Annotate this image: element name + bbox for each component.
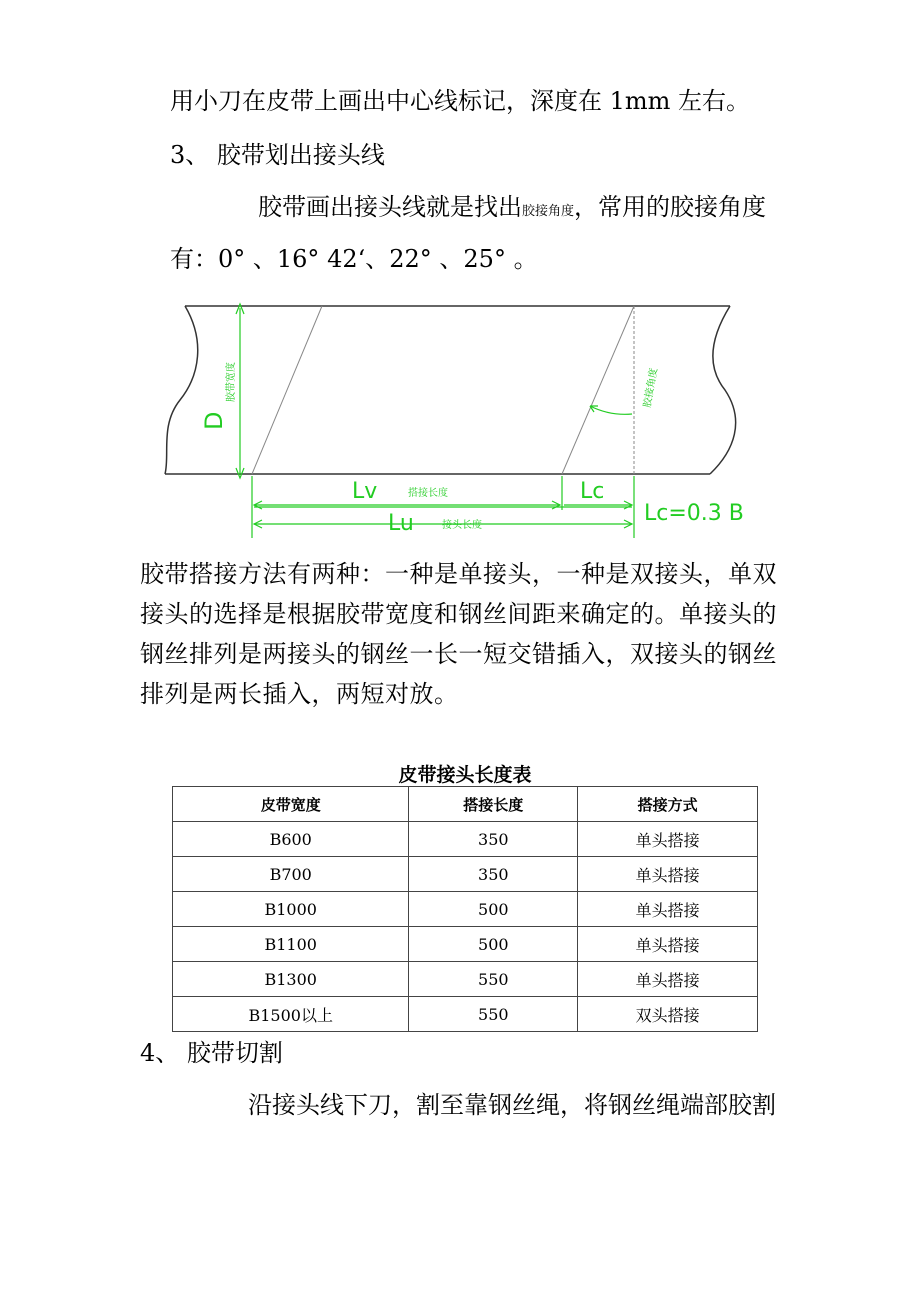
cell-method: 单头搭接 [578, 962, 758, 997]
belt-right-break [710, 306, 736, 474]
cell-width: B1000 [173, 892, 409, 927]
header-lap-length: 搭接长度 [409, 787, 578, 822]
cell-method: 单头搭接 [578, 927, 758, 962]
cell-method: 单头搭接 [578, 892, 758, 927]
label-lv-note: 搭接长度 [408, 488, 448, 499]
joint-diagram [0, 290, 920, 540]
table-row [173, 997, 758, 1032]
label-lu: Lu [388, 511, 414, 536]
section-4-text: 沿接头线下刀，割至靠钢丝绳，将钢丝绳端部胶割 [248, 1091, 776, 1119]
cell-length: 350 [409, 822, 578, 857]
table-row [173, 927, 758, 962]
table-caption: 皮带接头长度表 [398, 764, 532, 786]
cell-width: B700 [173, 857, 409, 892]
table-header-row [173, 787, 758, 822]
label-angle: 胶接角度 [642, 367, 660, 409]
label-d-note: 胶带宽度 [226, 362, 237, 402]
paragraph-line: 接头的选择是根据胶带宽度和钢丝间距来确定的。单接头的 [140, 600, 777, 628]
cell-method: 双头搭接 [578, 997, 758, 1032]
cell-length: 550 [409, 962, 578, 997]
cell-width: B1100 [173, 927, 409, 962]
cell-width: B600 [173, 822, 409, 857]
belt-left-break [165, 306, 198, 474]
table-row [173, 857, 758, 892]
formula-lc: Lc=0.3 B [644, 501, 744, 526]
header-lap-method: 搭接方式 [578, 787, 758, 822]
cell-method: 单头搭接 [578, 822, 758, 857]
cell-length: 550 [409, 997, 578, 1032]
cell-width: B1500以上 [173, 997, 409, 1032]
angle-arc [590, 406, 632, 414]
text-line-3b: ，常用的胶接角度 [574, 193, 767, 221]
table-row [173, 892, 758, 927]
cell-width: B1300 [173, 962, 409, 997]
label-d: D [200, 411, 228, 430]
label-lu-note: 接头长度 [442, 520, 482, 531]
table-row [173, 822, 758, 857]
text-line-3-small: 胶接角度 [522, 204, 575, 219]
joint-length-table [172, 786, 758, 1032]
section-4-heading: 4、 胶带切割 [140, 1039, 283, 1067]
cell-length: 350 [409, 857, 578, 892]
table-row [173, 962, 758, 997]
joint-line-right [562, 306, 634, 474]
label-lc: Lc [580, 479, 605, 504]
cell-length: 500 [409, 892, 578, 927]
paragraph-line: 排列是两长插入，两短对放。 [140, 680, 459, 708]
cell-method: 单头搭接 [578, 857, 758, 892]
label-lv: Lv [352, 479, 378, 504]
text-line-3 [258, 192, 766, 227]
paragraph-line: 胶带搭接方法有两种：一种是单接头，一种是双接头，单双 [140, 560, 777, 588]
text-line-1: 用小刀在皮带上画出中心线标记，深度在 1mm 左右。 [170, 87, 751, 115]
paragraph-line: 钢丝排列是两接头的钢丝一长一短交错插入，双接头的钢丝 [140, 640, 777, 668]
header-belt-width: 皮带宽度 [173, 787, 409, 822]
text-line-4: 有：0° 、16° 42‘、22° 、25° 。 [170, 245, 538, 273]
text-line-3a: 胶带画出接头线就是找出 [258, 193, 522, 221]
cell-length: 500 [409, 927, 578, 962]
joint-method-paragraph [140, 554, 800, 714]
joint-line-left [252, 306, 322, 474]
section-3-heading: 3、 胶带划出接头线 [170, 141, 385, 169]
